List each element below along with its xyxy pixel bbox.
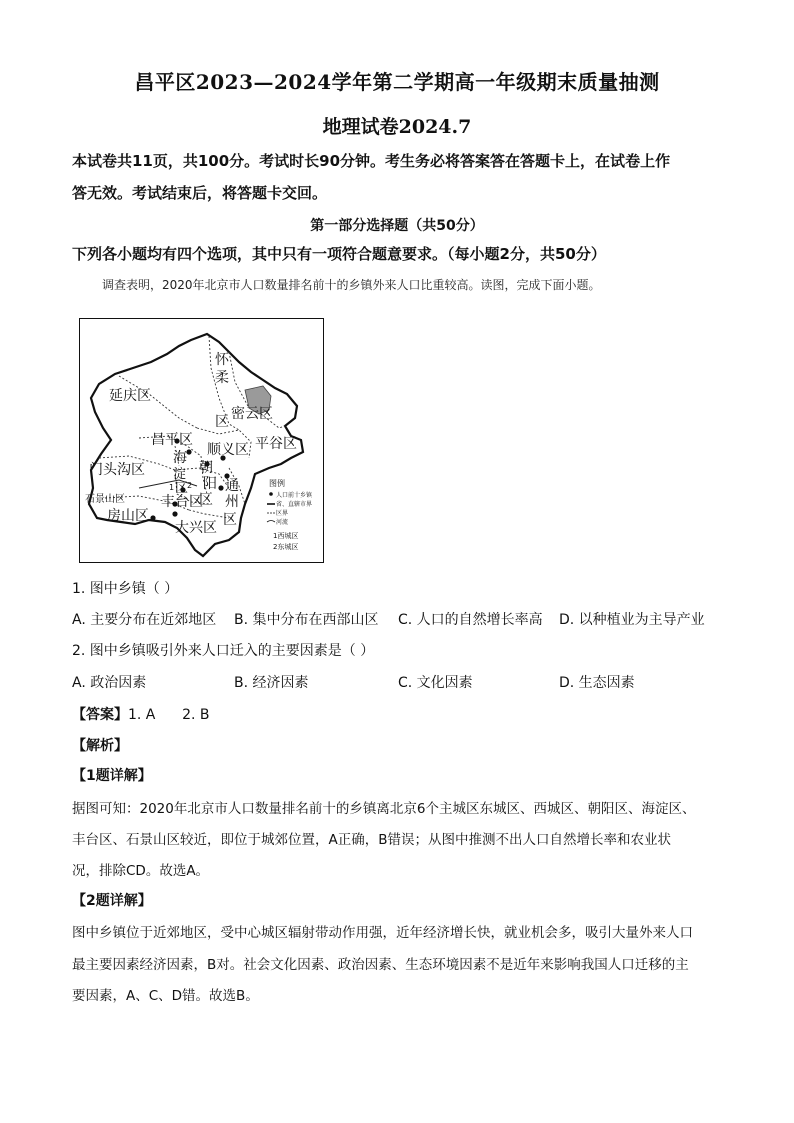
label-yanqing: 延庆区 xyxy=(109,388,151,404)
part1-heading: 第一部分选择题（共50分） xyxy=(310,218,484,234)
q2-detail-line-2: 最主要因素经济因素，B对。社会文化因素、政治因素、生态环境因素不是近年来影响我国人口迁移的主 xyxy=(72,957,689,973)
label-miyun: 密云区 xyxy=(231,406,273,422)
legend-note-2: 2东城区 xyxy=(273,543,299,551)
label-haidian-2: 淀 xyxy=(173,467,187,482)
intro-line-1: 本试卷共11页，共100分。考试时长90分钟。考生务必将答案答在答题卡上，在试卷上作 xyxy=(72,152,671,170)
legend-title: 图例 xyxy=(269,479,285,488)
label-tongzhou-1: 通 xyxy=(225,478,239,494)
legend-item-4: 河流 xyxy=(276,519,289,526)
analysis-tag: 【解析】 xyxy=(72,738,128,754)
q1-option-a: A. 主要分布在近郊地区 xyxy=(72,612,217,628)
label-huairou-qu: 区 xyxy=(215,414,229,430)
q1-detail-line-2: 丰台区、石景山区较近，即位于城郊位置，A正确，B错误；从图中推测不出人口自然增长率和农业状 xyxy=(72,832,671,848)
answer-tag: 【答案】 xyxy=(72,707,128,723)
q1-detail-tag: 【1题详解】 xyxy=(72,768,152,784)
label-chaoyang-3: 区 xyxy=(199,492,213,508)
label-huai: 怀 xyxy=(215,352,229,368)
q2-detail-line-1: 图中乡镇位于近郊地区，受中心城区辐射带动作用强，近年经济增长快，就业机会多，吸引大量外来人口 xyxy=(72,925,693,941)
label-rou: 柔 xyxy=(215,370,229,386)
exam-title: 昌平区2023—2024学年第二学期高一年级期末质量抽测 xyxy=(134,70,660,94)
label-tongzhou-3: 区 xyxy=(223,512,237,528)
label-mentougou: 门头沟区 xyxy=(89,462,145,478)
label-shunyi: 顺义区 xyxy=(207,442,249,458)
part1-instruction: 下列各小题均有四个选项，其中只有一项符合题意要求。（每小题2分，共50分） xyxy=(72,245,606,263)
answer-line xyxy=(72,704,210,724)
label-shijingshan: 石景山区 xyxy=(85,494,125,505)
label-fangshan: 房山区 xyxy=(107,508,149,524)
label-daxing: 大兴区 xyxy=(175,520,217,536)
label-num-1: 1 xyxy=(169,483,175,492)
label-haidian-3: 区 xyxy=(175,481,189,496)
label-fengtai: 丰台区 xyxy=(161,494,203,510)
legend-note-1: 1西城区 xyxy=(273,532,299,540)
q2-detail-line-3: 要因素，A、C、D错。故选B。 xyxy=(72,988,259,1004)
legend-item-1: 人口前十乡镇 xyxy=(276,492,313,499)
label-tongzhou-2: 州 xyxy=(225,494,239,510)
label-pinggu: 平谷区 xyxy=(255,436,297,452)
question-stem: 调查表明，2020年北京市人口数量排名前十的乡镇外来人口比重较高。读图，完成下面小题。 xyxy=(102,278,601,292)
answer-value: 1. A 2. B xyxy=(128,707,210,723)
label-num-2: 2 xyxy=(187,481,193,490)
label-haidian-1: 海 xyxy=(173,450,187,466)
q2-option-b: B. 经济因素 xyxy=(234,675,309,691)
q2-option-a: A. 政治因素 xyxy=(72,675,147,691)
legend-point-icon xyxy=(269,492,273,496)
legend-item-2: 省、直辖市界 xyxy=(276,501,313,508)
q2-detail-tag: 【2题详解】 xyxy=(72,893,152,909)
q1-option-c: C. 人口的自然增长率高 xyxy=(398,612,543,628)
q1-detail-line-3: 况，排除CD。故选A。 xyxy=(72,863,210,879)
label-chaoyang-2: 阳 xyxy=(203,476,217,492)
q1-stem: 1. 图中乡镇（ ） xyxy=(72,581,179,597)
q2-stem: 2. 图中乡镇吸引外来人口迁入的主要因素是（ ） xyxy=(72,643,375,659)
intro-line-2: 答无效。考试结束后，将答题卡交回。 xyxy=(72,184,328,202)
q2-option-c: C. 文化因素 xyxy=(398,675,473,691)
q1-option-b: B. 集中分布在西部山区 xyxy=(234,612,379,628)
q2-option-d: D. 生态因素 xyxy=(559,675,635,691)
label-chaoyang-1: 朝 xyxy=(199,460,213,476)
q1-option-d: D. 以种植业为主导产业 xyxy=(559,612,705,628)
label-changping: 昌平区 xyxy=(151,432,193,448)
q1-detail-line-1: 据图可知：2020年北京市人口数量排名前十的乡镇离北京6个主城区东城区、西城区、朝阳区、海淀区、 xyxy=(72,801,696,817)
beijing-map xyxy=(79,318,324,563)
legend-item-3: 区界 xyxy=(276,510,289,517)
exam-subtitle: 地理试卷2024.7 xyxy=(322,116,472,138)
